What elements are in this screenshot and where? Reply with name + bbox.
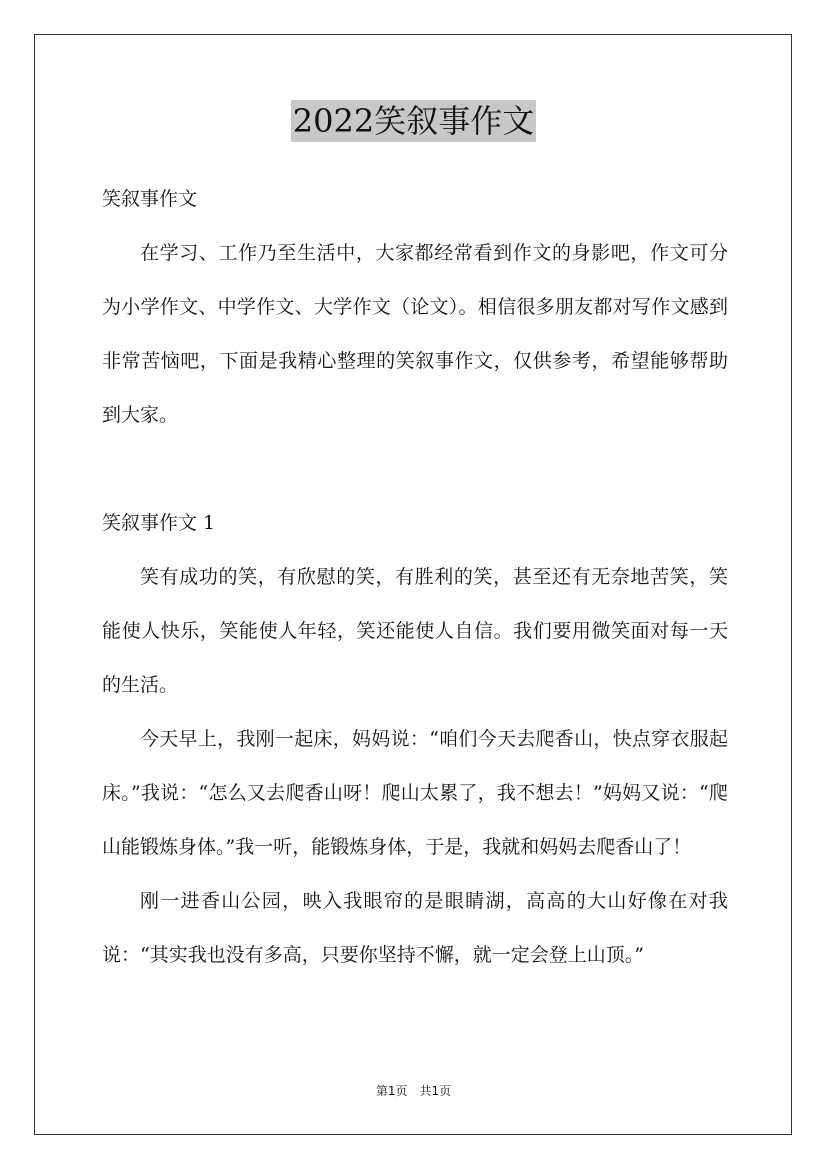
document-body <box>102 172 728 982</box>
essay-paragraph: 笑有成功的笑，有欣慰的笑，有胜利的笑，甚至还有无奈地苦笑，笑能使人快乐，笑能使人年轻，笑还能使人自信。我们要用微笑面对每一天的生活。 <box>102 566 728 696</box>
intro-paragraph: 在学习、工作乃至生活中，大家都经常看到作文的身影吧，作文可分为小学作文、中学作文、大学作文（论文）。相信很多朋友都对写作文感到非常苦恼吧，下面是我精心整理的笑叙事作文，仅供参考，希望能够帮助到大家。 <box>102 242 728 426</box>
document-title: 2022笑叙事作文 <box>292 102 535 140</box>
section-heading: 笑叙事作文 <box>102 188 198 210</box>
page-footer <box>0 1082 827 1099</box>
essay-paragraph: 今天早上，我刚一起床，妈妈说：“咱们今天去爬香山，快点穿衣服起床。”我说：“怎么又去爬香山呀！爬山太累了，我不想去！”妈妈又说：“爬山能锻炼身体。”我一听，能锻炼身体，于是，我就和妈妈去爬香山了！ <box>102 728 728 858</box>
page-number: 第1页 共1页 <box>375 1084 452 1098</box>
essay-heading: 笑叙事作文 1 <box>102 512 216 534</box>
essay-paragraph: 刚一进香山公园，映入我眼帘的是眼睛湖，高高的大山好像在对我说：“其实我也没有多高，只要你坚持不懈，就一定会登上山顶。” <box>102 890 728 966</box>
title-container <box>0 100 827 142</box>
paragraph-gap <box>102 442 728 496</box>
